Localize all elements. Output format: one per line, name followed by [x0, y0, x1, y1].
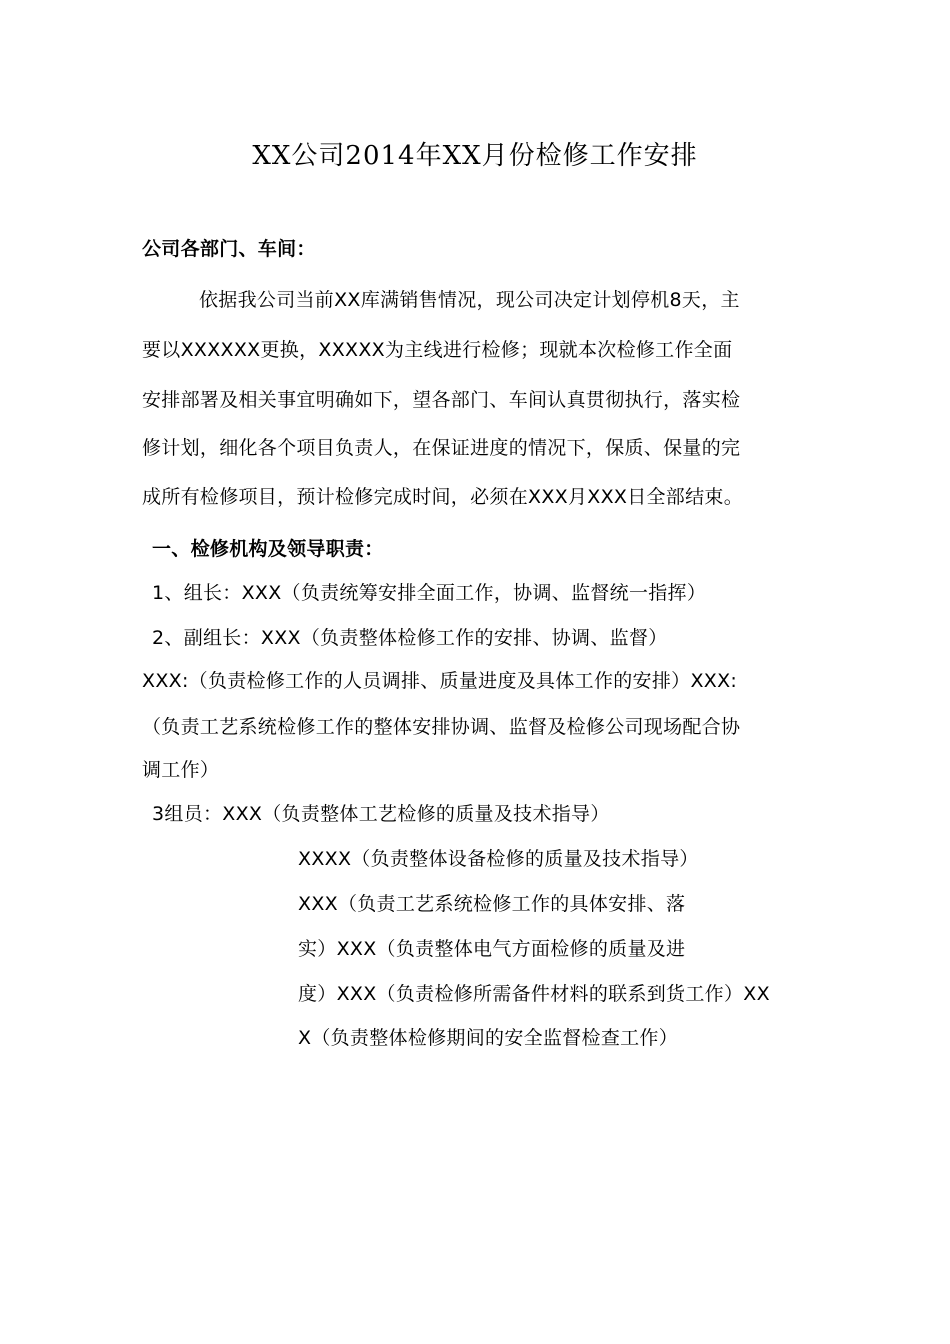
deputy-detail-line-1: XXX:（负责检修工作的人员调排、质量进度及具体工作的安排）XXX:	[142, 670, 738, 692]
member-line-3: 实）XXX（负责整体电气方面检修的质量及进	[298, 938, 686, 960]
document-title: XX公司2014年XX月份检修工作安排	[252, 141, 698, 171]
member-line-4: 度）XXX（负责检修所需备件材料的联系到货工作）XX	[298, 983, 770, 1005]
intro-line-3: 安排部署及相关事宜明确如下，望各部门、车间认真贯彻执行，落实检	[142, 389, 741, 411]
member-line-2: XXX（负责工艺系统检修工作的具体安排、落	[298, 893, 686, 915]
salutation: 公司各部门、车间：	[142, 238, 316, 260]
intro-line-5: 成所有检修项目，预计检修完成时间，必须在XXX月XXX日全部结束。	[142, 486, 743, 508]
intro-line-2: 要以XXXXXX更换，XXXXX为主线进行检修；现就本次检修工作全面	[142, 339, 733, 361]
intro-line-4: 修计划，细化各个项目负责人，在保证进度的情况下，保质、保量的完	[142, 437, 741, 459]
deputy-detail-line-3: 调工作）	[142, 759, 220, 781]
deputy-line: 2、副组长：XXX（负责整体检修工作的安排、协调、监督）	[152, 627, 668, 649]
section1-heading: 一、检修机构及领导职责：	[152, 538, 384, 560]
leader-line: 1、组长：XXX（负责统筹安排全面工作，协调、监督统一指挥）	[152, 582, 707, 604]
member-line-1: XXXX（负责整体设备检修的质量及技术指导）	[298, 848, 699, 870]
members-line: 3组员：XXX（负责整体工艺检修的质量及技术指导）	[152, 803, 610, 825]
deputy-detail-line-2: （负责工艺系统检修工作的整体安排协调、监督及检修公司现场配合协	[142, 716, 741, 738]
member-line-5: X（负责整体检修期间的安全监督检查工作）	[298, 1027, 679, 1049]
intro-line-1: 依据我公司当前XX库满销售情况，现公司决定计划停机8天，主	[199, 289, 740, 311]
